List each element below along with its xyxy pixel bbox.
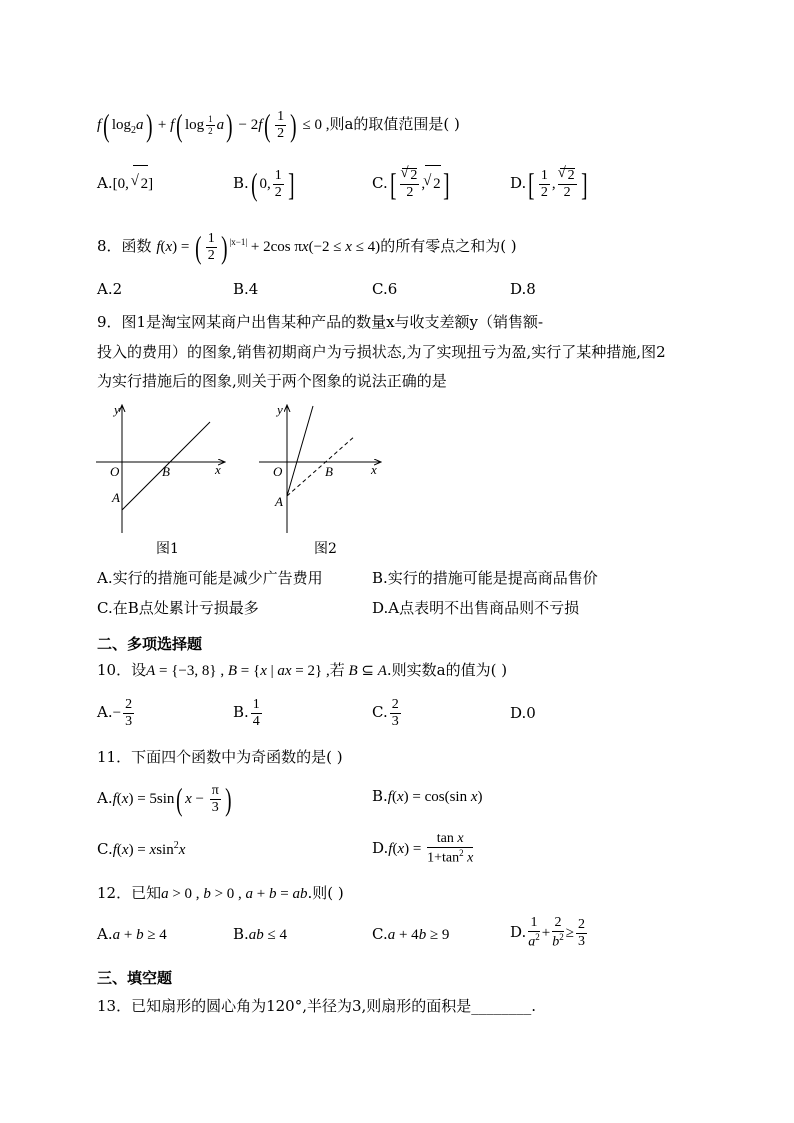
q7-option-a: A.[0, √ 2] — [97, 165, 153, 202]
q12-stem-tail: .则( ) — [307, 884, 344, 902]
q9-option-b: B.实行的措施可能是提高商品售价 — [372, 569, 598, 587]
section-heading-fill-in: 三、填空题 — [97, 969, 173, 987]
fig2-point-b-label: B — [325, 464, 333, 479]
fig1-point-a-label: A — [112, 490, 120, 505]
q10-option-a: A.− $\frac{2}{3}$ — [97, 696, 133, 729]
q9-line1: 9．图1是淘宝网某商户出售某种产品的数量x与收支差额y（销售额- — [97, 313, 544, 331]
q11-option-c: C.f(x) = xsin$^2$x — [97, 840, 186, 858]
q8-stem-tail: 的所有零点之和为( ) — [380, 237, 517, 255]
fig1-point-b-label: B — [162, 464, 170, 479]
q10-prefix: 10．设 — [97, 661, 147, 679]
q12-option-d: D. $\frac{1}{a^2}$ + $\frac{2}{b^2}$ ≥ $\frac{2}{3}$ — [510, 915, 585, 950]
q8-stem: 8．函数 f(x) = ( $\frac{1}{2}$ ) $^{|x-1|}$ + 2cos πx(−2 ≤ x ≤ 4)的所有零点之和为( ) — [97, 229, 517, 265]
section-heading-multiple-choice: 二、多项选择题 — [97, 635, 203, 653]
q8-option-a: A.2 — [97, 280, 123, 298]
q8-option-b: B.4 — [233, 280, 259, 298]
q11-option-d: D.f(x) = $\frac{\text{tan x}}{1+\tan^2 x}$ — [372, 831, 474, 866]
q9-figure-1 — [92, 398, 232, 538]
q7-option-c: C.[ √ $\frac{2}{2}$ ,√ 2] — [372, 165, 451, 202]
q12-option-a: A.a + b ≥ 4 — [97, 925, 167, 943]
q9-figure-2 — [255, 398, 390, 538]
fig2-solid-line — [287, 406, 313, 496]
q9-line2: 投入的费用）的图象,销售初期商户为亏损状态,为了实现扭亏为盈,实行了某种措施,图2 — [97, 343, 666, 361]
fig2-y-label: y — [277, 402, 283, 417]
fig2-dashed-line — [287, 436, 355, 496]
q10-stem: 10．设A = {−3, 8} , B = {x | ax = 2} ,若 B ⊆ A.则实数a的值为( ) — [97, 661, 508, 679]
q12-option-c: C.a + 4b ≥ 9 — [372, 925, 450, 943]
fig1-origin-label: O — [110, 464, 120, 479]
q11-option-a: A.f(x) = 5sin( x − $\frac{\pi}{3}$ ) — [97, 781, 232, 817]
q9-fig2-caption: 图2 — [314, 541, 337, 557]
q7-stem-tail: 则a的取值范围是( ) — [329, 115, 460, 133]
fig2-point-a-label: A — [275, 494, 283, 509]
fig2-x-label: x — [371, 462, 377, 477]
q9-option-a: A.实行的措施可能是减少广告费用 — [97, 569, 323, 587]
q9-line3: 为实行措施后的图象,则关于两个图象的说法正确的是 — [97, 372, 447, 390]
q8-number: 8．函数 — [97, 237, 152, 255]
q10-option-d: D.0 — [510, 704, 536, 722]
q9-option-d: D.A点表明不出售商品则不亏损 — [372, 599, 580, 617]
q8-option-d: D.8 — [510, 280, 536, 298]
q12-stem: 12．已知a > 0 , b > 0 , a + b = ab.则( ) — [97, 884, 344, 902]
q13-stem: 13．已知扇形的圆心角为120°,半径为3,则扇形的面积是________. — [97, 997, 537, 1015]
q9-option-c: C.在B点处累计亏损最多 — [97, 599, 259, 617]
fig1-x-label: x — [215, 462, 221, 477]
q11-stem: 11．下面四个函数中为奇函数的是( ) — [97, 748, 343, 766]
q7-option-d: D.[ $\frac{1}{2}$ , √ $\frac{2}{2}$ ] — [510, 165, 589, 202]
q9-fig1-caption: 图1 — [156, 541, 179, 557]
q11-option-b: B.f(x) = cos(sin x) — [372, 787, 483, 805]
q7-option-b: B.( 0, $\frac{1}{2}$ ] — [233, 166, 295, 202]
fig1-y-label: y — [114, 402, 120, 417]
fig2-origin-label: O — [273, 464, 283, 479]
q10-option-c: C. $\frac{2}{3}$ — [372, 696, 399, 729]
q12-option-b: B.ab ≤ 4 — [233, 925, 288, 943]
q10-stem-tail: .则实数a的值为( ) — [386, 661, 508, 679]
q8-option-c: C.6 — [372, 280, 398, 298]
q12-prefix: 12．已知 — [97, 884, 162, 902]
q7-formula: f — [97, 117, 102, 133]
q10-option-b: B. $\frac{1}{4}$ — [233, 696, 260, 729]
q7-stem: f( $\log_2a) + f$( log $\frac{1}{2}$ a) − 2f( $\frac{1}{2}$ ) ≤ 0 ,则a的取值范围是( ) — [97, 107, 460, 143]
